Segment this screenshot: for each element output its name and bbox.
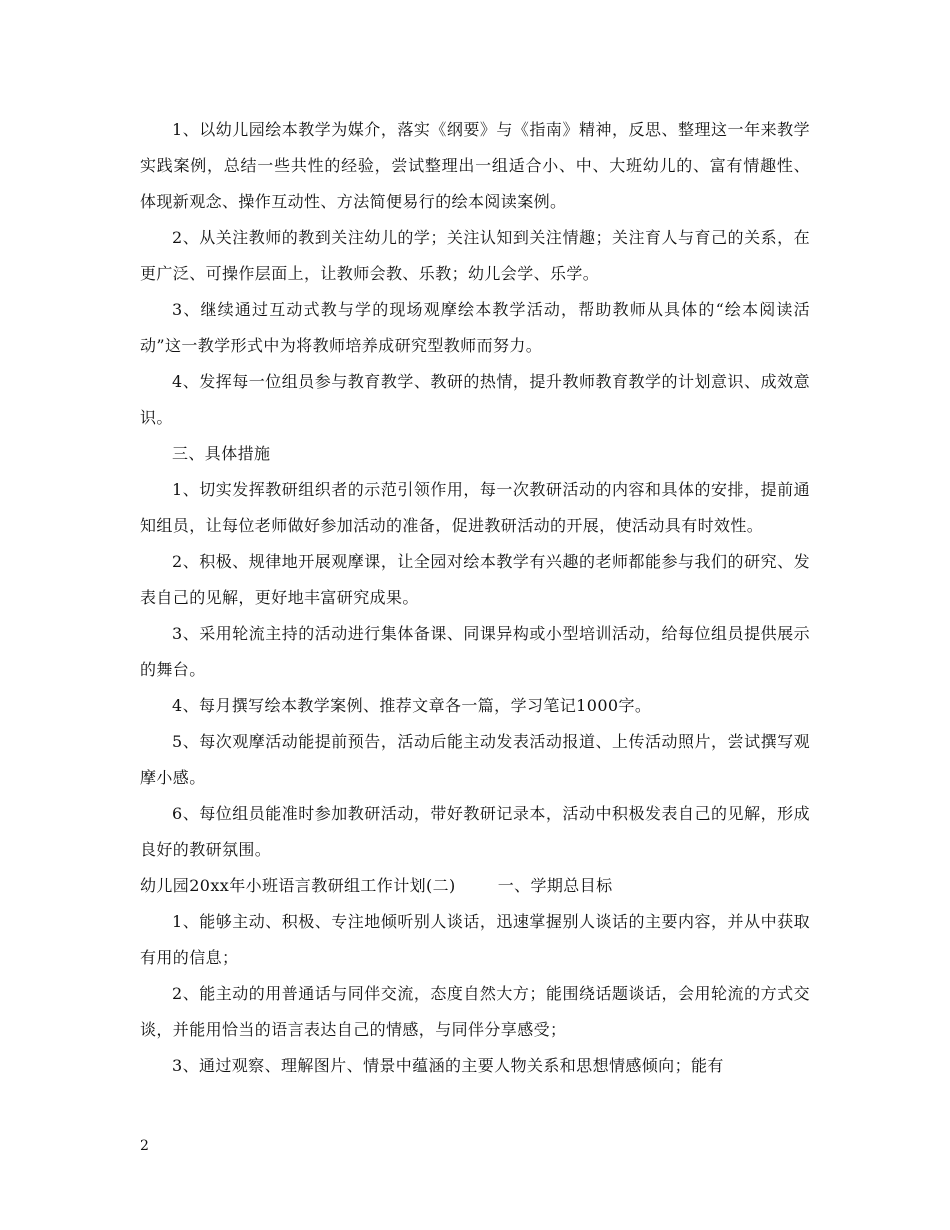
paragraph-objective-1: 1、能够主动、积极、专注地倾听别人谈话，迅速掌握别人谈话的主要内容，并从中获取有用的信息； [140, 912, 810, 967]
plan-heading-line [140, 868, 810, 904]
paragraph-goal-4: 4、发挥每一位组员参与教育教学、教研的热情，提升教师教育教学的计划意识、成效意识。 [140, 372, 810, 427]
paragraph-measure-3: 3、采用轮流主持的活动进行集体备课、同课异构或小型培训活动，给每位组员提供展示的舞台。 [140, 624, 810, 679]
paragraph-goal-3: 3、继续通过互动式教与学的现场观摩绘本教学活动，帮助教师从具体的“绘本阅读活动”这一教学形式中为将教师培养成研究型教师而努力。 [140, 300, 810, 355]
paragraph-goal-1: 1、以幼儿园绘本教学为媒介，落实《纲要》与《指南》精神，反思、整理这一年来教学实践案例，总结一些共性的经验，尝试整理出一组适合小、中、大班幼儿的、富有情趣性、体现新观念、操作互动性、方法简便易行的绘本阅读案例。 [140, 120, 810, 211]
paragraph-measure-5: 5、每次观摩活动能提前预告，活动后能主动发表活动报道、上传活动照片，尝试撰写观摩小感。 [140, 732, 810, 787]
paragraph-objective-2: 2、能主动的用普通话与同伴交流，态度自然大方；能围绕话题谈话，会用轮流的方式交谈，并能用恰当的语言表达自己的情感，与同伴分享感受； [140, 984, 810, 1039]
document-body [140, 112, 810, 1084]
plan-title: 幼儿园20xx年小班语言教研组工作计划(二) [140, 876, 456, 895]
paragraph-measure-6: 6、每位组员能准时参加教研活动，带好教研记录本，活动中积极发表自己的见解，形成良好的教研氛围。 [140, 804, 810, 859]
paragraph-goal-2: 2、从关注教师的教到关注幼儿的学；关注认知到关注情趣；关注育人与育己的关系，在更广泛、可操作层面上，让教师会教、乐教；幼儿会学、乐学。 [140, 228, 810, 283]
paragraph-objective-3: 3、通过观察、理解图片、情景中蕴涵的主要人物关系和思想情感倾向；能有 [172, 1056, 724, 1075]
plan-section-heading: 一、学期总目标 [497, 876, 613, 895]
section-heading-measures: 三、具体措施 [172, 444, 271, 463]
paragraph-measure-4: 4、每月撰写绘本教学案例、推荐文章各一篇，学习笔记1000字。 [172, 696, 652, 715]
paragraph-measure-1: 1、切实发挥教研组织者的示范引领作用，每一次教研活动的内容和具体的安排，提前通知组员，让每位老师做好参加活动的准备，促进教研活动的开展，使活动具有时效性。 [140, 480, 810, 535]
page-number: 2 [140, 1138, 149, 1154]
paragraph-measure-2: 2、积极、规律地开展观摩课，让全园对绘本教学有兴趣的老师都能参与我们的研究、发表自己的见解，更好地丰富研究成果。 [140, 552, 810, 607]
